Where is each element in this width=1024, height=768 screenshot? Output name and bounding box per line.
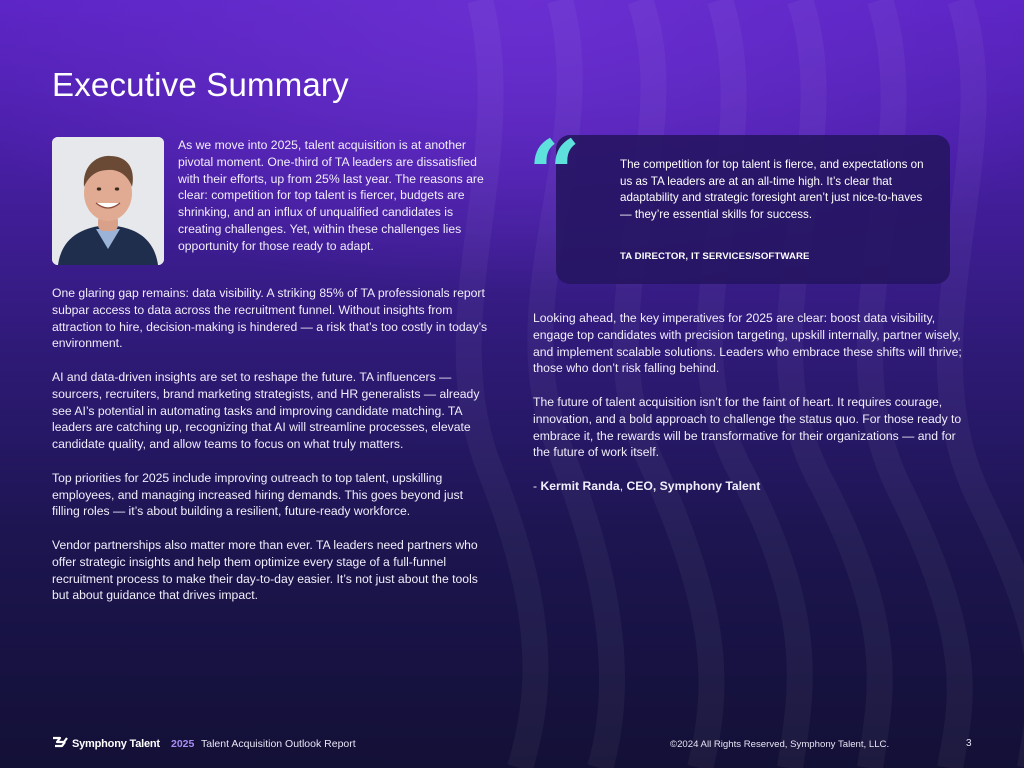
report-year: 2025 — [171, 738, 195, 750]
footer — [0, 736, 1024, 754]
paragraph-data-visibility: One glaring gap remains: data visibility. A striking 85% of TA professionals report subpar access to data across the recruitment funnel. Without insights from attraction to hire, decision-making is hindered — a risk that’s too costly in today’s environment. — [52, 286, 488, 351]
paragraph-vendor-partnerships: Vendor partnerships also matter more than ever. TA leaders need partners who offer strategic insights and help them optimize every stage of a full-funnel recruitment process to make their day-to-day easier. It’s not just about the tools but about guidance that drives impact. — [52, 537, 478, 603]
paragraph-future: The future of talent acquisition isn’t for the faint of heart. It requires courage, innovation, and a bold approach to challenge the status quo. For those ready to embrace it, the rewards will be transformative for their organizations — and for the future of work itself. — [533, 394, 962, 460]
signature-dash: - — [533, 478, 541, 493]
brand-name: Symphony Talent — [72, 737, 160, 750]
quote-author: TA DIRECTOR, IT SERVICES/SOFTWARE — [620, 251, 810, 262]
copyright: ©2024 All Rights Reserved, Symphony Talent, LLC. — [670, 739, 890, 750]
signature-separator: , — [619, 478, 627, 493]
portrait-photo — [52, 137, 164, 265]
brand-logo — [52, 736, 160, 751]
signature-role: CEO, Symphony Talent — [626, 478, 761, 493]
quote-text: The competition for top talent is fierce, and expectations on us as TA leaders are at an all-time high. It’s clear that adaptability and strategic foresight aren’t just nice-to-haves — they’re essential skills for success. — [620, 158, 924, 221]
paragraph-looking-ahead: Looking ahead, the key imperatives for 2025 are clear: boost data visibility, engage top candidates with precision targeting, upskill internally, partner wisely, and implement scalable solutions. Leaders who embrace these shifts will thrive; those who don’t risk falling behind. — [533, 311, 962, 376]
signature — [533, 478, 973, 495]
paragraph-ai-insights: AI and data-driven insights are set to reshape the future. TA influencers — sourcers, recruiters, brand marketing strategists, and HR generalists — already see AI’s potential in automating tasks and improving candidate matching. TA leaders are catching up, recognizing that AI will streamline processes, elevate candidate quality, and allow teams to focus on what truly matters. — [52, 369, 480, 452]
report-name: Talent Acquisition Outlook Report — [201, 738, 356, 750]
page-number: 3 — [966, 738, 972, 749]
paragraph-top-priorities: Top priorities for 2025 include improving outreach to top talent, upskilling employees, and managing increased hiring demands. This goes beyond just filling roles — it’s about building a resilient, future-ready workforce. — [52, 470, 464, 519]
symphony-talent-logo-icon — [52, 736, 68, 751]
intro-paragraph: As we move into 2025, talent acquisition is at another pivotal moment. One-third of TA leaders are dissatisfied with their efforts, up from 25% last year. The reasons are clear: competition for top talent is fiercer, budgets are shrinking, and an influx of unqualified candidates is creating challenges. Yet, within these challenges lies opportunity for those ready to adapt. — [178, 138, 484, 253]
right-column — [533, 310, 973, 512]
quote-mark-icon: “ — [528, 120, 581, 228]
signature-name: Kermit Randa — [540, 478, 620, 493]
left-column — [52, 285, 488, 621]
page-title: Executive Summary — [52, 66, 349, 103]
